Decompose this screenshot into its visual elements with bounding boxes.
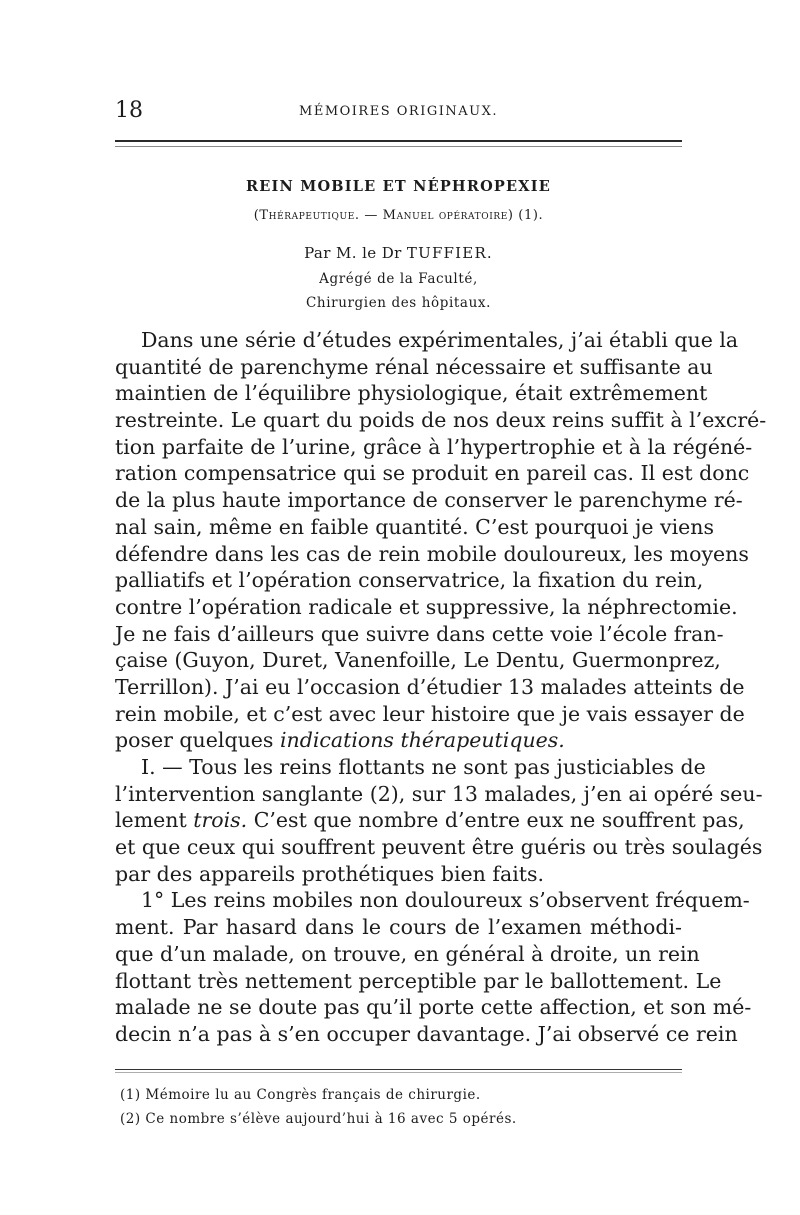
body-line: et que ceux qui souffrent peuvent être guéris ou très soulagés xyxy=(115,835,763,860)
article-subtitle: (Thérapeutique. — Manuel opératoire) (1). xyxy=(253,208,544,223)
body-text-italic: trois. xyxy=(193,808,248,833)
author-role-hospital: Chirurgien des hôpitaux. xyxy=(306,295,491,311)
page-number: 18 xyxy=(115,98,143,123)
body-line: contre l’opération radicale et suppressive, la néphrectomie. xyxy=(115,594,738,619)
body-line: rein mobile, et c’est avec leur histoire que je vais essayer de xyxy=(115,701,745,726)
body-line: quantité de parenchyme rénal nécessaire et suffisante au xyxy=(115,354,713,379)
body-text xyxy=(115,327,767,1048)
header-rule-thin xyxy=(115,146,682,147)
footnote-rule xyxy=(115,1069,682,1070)
body-line: défendre dans les cas de rein mobile douloureux, les moyens xyxy=(115,541,749,566)
body-line: tion parfaite de l’urine, grâce à l’hypertrophie et à la régéné- xyxy=(115,434,753,459)
author-name: TUFFIER. xyxy=(406,244,493,262)
body-text-run: C’est que nombre d’entre eux ne souffrent pas, xyxy=(247,808,745,833)
author-line xyxy=(115,244,682,262)
body-line: çaise (Guyon, Duret, Vanenfoille, Le Dentu, Guermonprez, xyxy=(115,648,721,673)
running-head xyxy=(115,98,682,128)
article-title: REIN MOBILE ET NÉPHROPEXIE xyxy=(246,178,551,195)
body-line: maintien de l’équilibre physiologique, était extrêmement xyxy=(115,381,708,406)
body-line: Je ne fais d’ailleurs que suivre dans cette voie l’école fran- xyxy=(115,621,724,646)
author-prefix: Par M. le Dr xyxy=(304,244,402,262)
footnote-rule-thin xyxy=(115,1072,682,1073)
body-line: ration compensatrice qui se produit en pareil cas. Il est donc xyxy=(115,461,750,486)
body-line: de la plus haute importance de conserver le parenchyme ré- xyxy=(115,488,743,513)
body-line: I. — Tous les reins flottants ne sont pas justiciables de xyxy=(141,755,706,779)
body-line: palliatifs et l’opération conservatrice, la fixation du rein, xyxy=(115,568,704,593)
footnote-1: (1) Mémoire lu au Congrès français de chirurgie. xyxy=(120,1087,481,1103)
header-rule xyxy=(115,140,682,142)
body-line: restreinte. Le quart du poids de nos deux reins suffit à l’excré- xyxy=(115,408,767,433)
footnote-2: (2) Ce nombre s’élève aujourd’hui à 16 avec 5 opérés. xyxy=(120,1111,517,1127)
body-text-run: poser quelques xyxy=(115,728,280,753)
body-line xyxy=(115,807,745,834)
footnotes xyxy=(120,1083,680,1131)
body-line: que d’un malade, on trouve, en général à droite, un rein xyxy=(115,941,700,966)
body-line: ment. Par hasard dans le cours de l’examen méthodi- xyxy=(115,915,682,940)
body-line: l’intervention sanglante (2), sur 13 malades, j’en ai opéré seu- xyxy=(115,781,763,806)
body-line: malade ne se doute pas qu’il porte cette affection, et son mé- xyxy=(115,995,752,1020)
body-text-italic: indications thérapeutiques. xyxy=(279,728,565,753)
author-role-faculty: Agrégé de la Faculté, xyxy=(319,271,478,287)
body-line: Dans une série d’études expérimentales, j’ai établi que la xyxy=(141,328,739,352)
body-line xyxy=(115,727,682,754)
body-line: par des appareils prothétiques bien faits. xyxy=(115,861,545,886)
running-title: MÉMOIRES ORIGINAUX. xyxy=(299,104,498,119)
body-line: Terrillon). J’ai eu l’occasion d’étudier 13 malades atteints de xyxy=(115,674,745,699)
body-line: decin n’a pas à s’en occuper davantage. J’ai observé ce rein xyxy=(115,1021,738,1046)
body-text-run: lement xyxy=(115,808,194,833)
body-line: nal sain, même en faible quantité. C’est pourquoi je viens xyxy=(115,514,714,539)
body-line: 1° Les reins mobiles non douloureux s’observent fréquem- xyxy=(141,888,750,913)
body-line: flottant très nettement perceptible par le ballottement. Le xyxy=(115,968,722,993)
